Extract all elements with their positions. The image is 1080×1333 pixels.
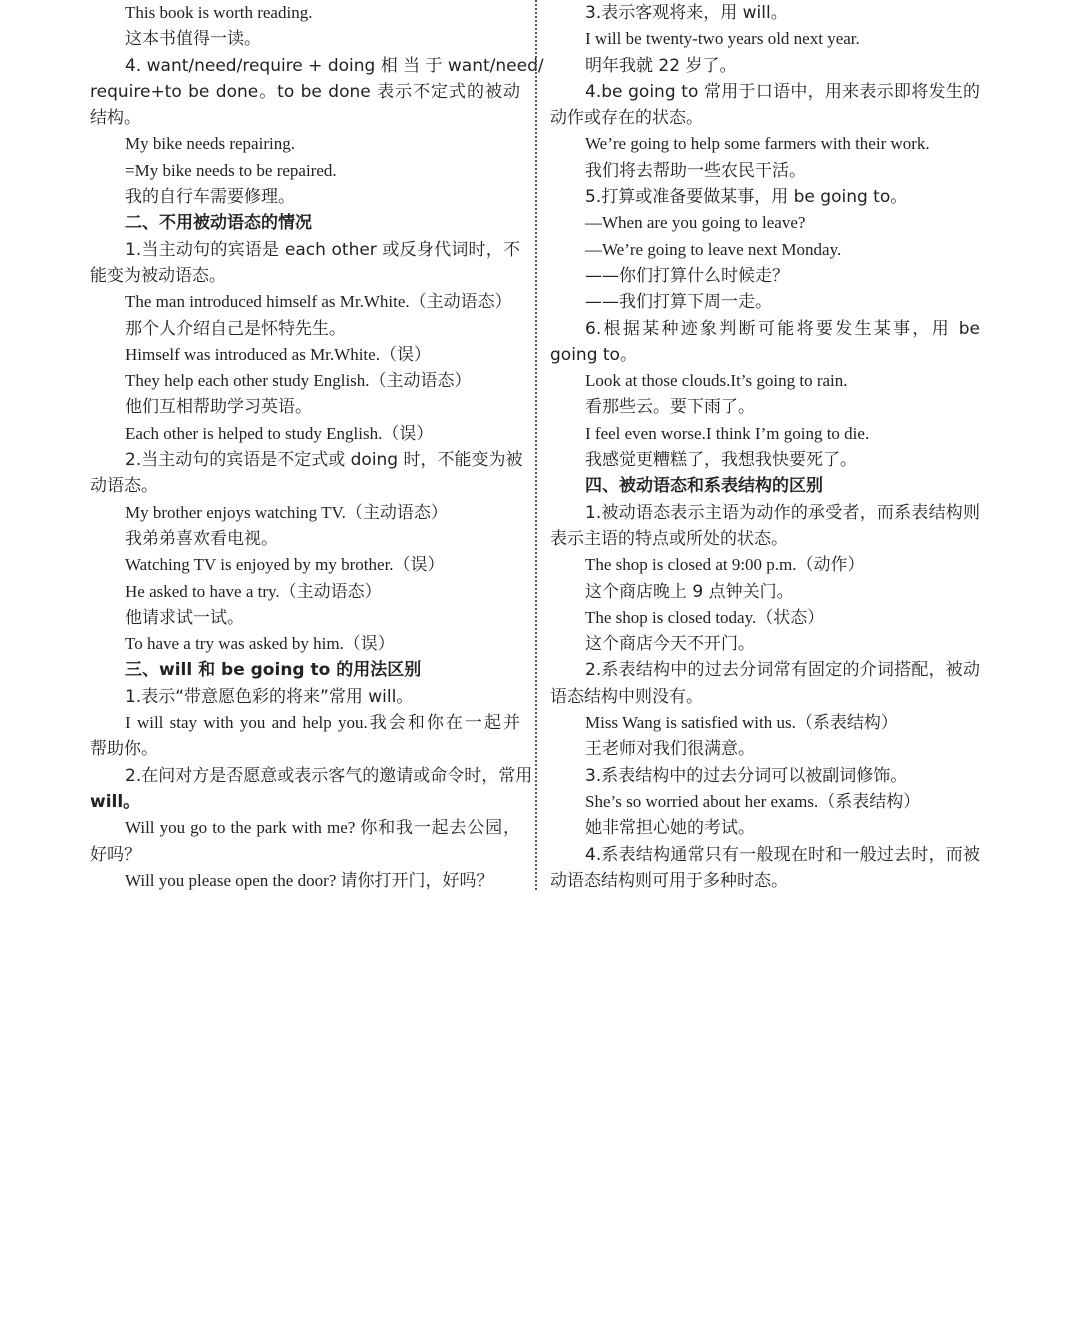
left-column bbox=[90, 0, 544, 894]
text-line: 6.根据某种迹象判断可能将要发生某事，用 be bbox=[585, 318, 980, 339]
text-line: He asked to have a try.（主动语态） bbox=[125, 581, 382, 601]
text-line: 动语态结构则可用于多种时态。 bbox=[550, 870, 788, 891]
text-line: 看那些云。要下雨了。 bbox=[585, 397, 755, 418]
text-line: 5.打算或准备要做某事，用 be going to。 bbox=[585, 187, 908, 208]
text-line: 表示主语的特点或所处的状态。 bbox=[550, 528, 788, 549]
right-column bbox=[550, 0, 980, 894]
text-line: They help each other study English.（主动语态） bbox=[125, 371, 472, 391]
text-line: 2.系表结构中的过去分词常有固定的介词搭配，被动 bbox=[585, 660, 980, 681]
text-line: This book is worth reading. bbox=[125, 3, 313, 22]
text-line: will。 bbox=[90, 791, 141, 812]
text-line: 能变为被动语态。 bbox=[90, 265, 226, 286]
text-line: To have a try was asked by him.（误） bbox=[125, 634, 395, 654]
text-line: 动作或存在的状态。 bbox=[550, 108, 703, 129]
text-line: 我们将去帮助一些农民干活。 bbox=[585, 160, 806, 181]
text-line: 语态结构中则没有。 bbox=[550, 686, 703, 707]
text-line: 1.当主动句的宾语是 each other 或反身代词时，不 bbox=[125, 239, 520, 260]
text-line: I feel even worse.I think I’m going to die. bbox=[585, 423, 870, 443]
text-line: Look at those clouds.It’s going to rain. bbox=[585, 371, 848, 391]
text-line: 1.被动语态表示主语为动作的承受者，而系表结构则 bbox=[585, 502, 980, 523]
text-line: 结构。 bbox=[90, 108, 141, 129]
text-line: 王老师对我们很满意。 bbox=[585, 739, 755, 760]
text-line: 他请求试一试。 bbox=[125, 607, 244, 628]
text-line: ——我们打算下周一走。 bbox=[585, 292, 772, 313]
text-line: 这本书值得一读。 bbox=[125, 29, 261, 50]
text-line: —We’re going to leave next Monday. bbox=[585, 239, 842, 259]
text-line: 我的自行车需要修理。 bbox=[125, 187, 295, 208]
text-line: 2.当主动句的宾语是不定式或 doing 时，不能变为被 bbox=[125, 450, 523, 471]
text-line: 好吗？ bbox=[90, 844, 141, 865]
text-line: 他们互相帮助学习英语。 bbox=[125, 397, 312, 418]
text-line: 她非常担心她的考试。 bbox=[585, 818, 755, 839]
text-line: My bike needs repairing. bbox=[125, 134, 295, 154]
text-line: Will you please open the door? 请你打开门，好吗？ bbox=[125, 870, 494, 890]
text-line: The shop is closed today.（状态） bbox=[585, 607, 825, 627]
text-line: 4.系表结构通常只有一般现在时和一般过去时，而被 bbox=[585, 844, 980, 865]
text-line: 那个人介绍自己是怀特先生。 bbox=[125, 318, 346, 339]
text-line: 二、不用被动语态的情况 bbox=[125, 213, 312, 234]
text-line: I will stay with you and help you.我会和你在一起并 bbox=[125, 713, 520, 733]
text-line: I will be twenty-two years old next year. bbox=[585, 29, 860, 49]
text-line: 我弟弟喜欢看电视。 bbox=[125, 528, 278, 549]
text-line: 明年我就 22 岁了。 bbox=[585, 55, 737, 76]
text-line: 我感觉更糟糕了，我想我快要死了。 bbox=[585, 450, 857, 471]
text-line: —When are you going to leave? bbox=[585, 213, 806, 233]
text-line: 2.在问对方是否愿意或表示客气的邀请或命令时，常用 bbox=[125, 765, 533, 786]
text-line: Miss Wang is satisfied with us.（系表结构） bbox=[585, 713, 898, 733]
text-line: 动语态。 bbox=[90, 476, 158, 497]
text-line: Watching TV is enjoyed by my brother.（误） bbox=[125, 555, 445, 575]
text-line: going to。 bbox=[550, 344, 637, 365]
text-line: The shop is closed at 9:00 p.m.（动作） bbox=[585, 555, 865, 575]
text-line: ——你们打算什么时候走？ bbox=[585, 265, 789, 286]
text-line: 帮助你。 bbox=[90, 739, 158, 760]
text-line: We’re going to help some farmers with their work. bbox=[585, 134, 930, 154]
text-line: She’s so worried about her exams.（系表结构） bbox=[585, 791, 921, 811]
text-line: Each other is helped to study English.（误） bbox=[125, 423, 434, 443]
text-line: 4. want/need/require + doing 相 当 于 want/need/ bbox=[125, 55, 544, 76]
text-line: 这个商店晚上 9 点钟关门。 bbox=[585, 581, 794, 602]
text-line: 1.表示“带意愿色彩的将来”常用 will。 bbox=[125, 686, 414, 707]
text-line: 3.表示客观将来，用 will。 bbox=[585, 3, 788, 23]
text-line: 3.系表结构中的过去分词可以被副词修饰。 bbox=[585, 765, 908, 786]
text-line: =My bike needs to be repaired. bbox=[125, 160, 337, 180]
text-line: The man introduced himself as Mr.White.（主动语态） bbox=[125, 292, 512, 312]
text-line: 三、will 和 be going to 的用法区别 bbox=[125, 660, 422, 681]
text-line: 4.be going to 常用于口语中，用来表示即将发生的 bbox=[585, 81, 980, 102]
text-line: 四、被动语态和系表结构的区别 bbox=[585, 476, 823, 497]
text-line: My brother enjoys watching TV.（主动语态） bbox=[125, 502, 448, 522]
text-line: Will you go to the park with me? 你和我一起去公园， bbox=[125, 818, 520, 838]
text-line: require+to be done。to be done 表示不定式的被动 bbox=[90, 81, 520, 102]
column-divider bbox=[535, 0, 537, 890]
text-line: 这个商店今天不开门。 bbox=[585, 634, 755, 655]
text-line: Himself was introduced as Mr.White.（误） bbox=[125, 344, 431, 364]
